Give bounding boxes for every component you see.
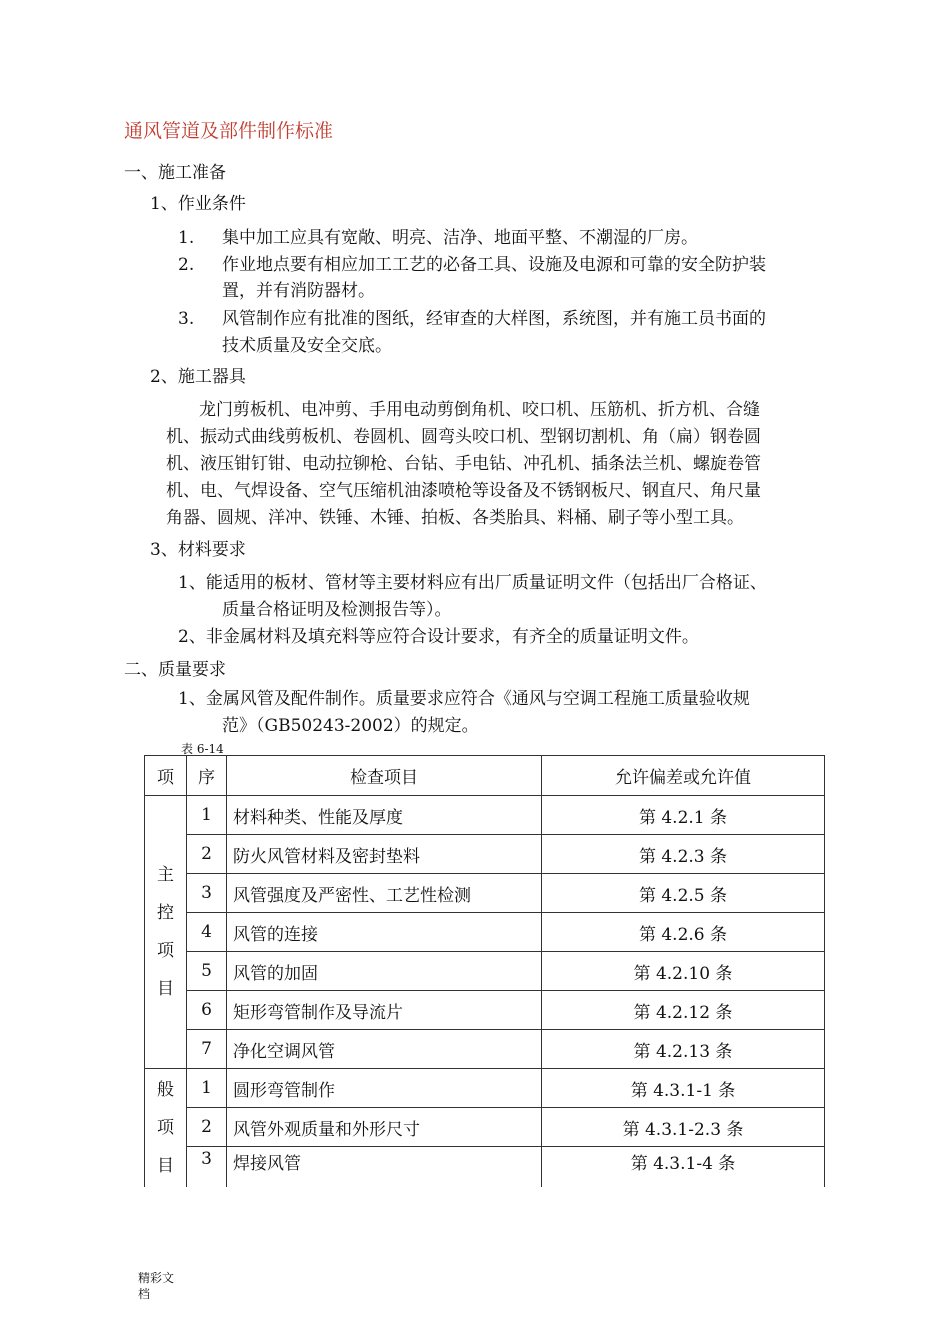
row-name: 矩形弯管制作及导流片 — [227, 991, 542, 1030]
table-header-row — [145, 756, 825, 796]
table-row — [145, 991, 825, 1030]
list-text-continued: 范》（GB50243-2002）的规定。 — [222, 716, 479, 736]
inspection-table — [144, 755, 825, 1187]
paragraph-line: 龙门剪板机、电冲剪、手用电动剪倒角机、咬口机、压筋机、折方机、合缝 — [199, 400, 760, 420]
list-number: 1. — [178, 228, 195, 248]
row-seq: 6 — [187, 991, 227, 1030]
row-name: 材料种类、性能及厚度 — [227, 796, 542, 835]
document-title: 通风管道及部件制作标准 — [124, 120, 334, 142]
paragraph-line: 角器、圆规、洋冲、铁锤、木锤、拍板、各类胎具、料桶、刷子等小型工具。 — [166, 508, 744, 528]
footer-text — [138, 1270, 174, 1302]
table-row — [145, 1108, 825, 1147]
row-seq: 2 — [187, 835, 227, 874]
table-row — [145, 874, 825, 913]
group-main-control — [145, 796, 187, 1069]
table-row — [145, 1030, 825, 1069]
list-number: 2. — [178, 255, 195, 275]
row-seq: 5 — [187, 952, 227, 991]
list-text: 风管制作应有批准的图纸，经审查的大样图，系统图，并有施工员书面的 — [222, 309, 766, 329]
group-general — [145, 1069, 187, 1188]
list-number: 3. — [178, 309, 195, 329]
subsection-heading-tools: 2、施工器具 — [150, 367, 246, 387]
group-char: 项 — [157, 941, 174, 961]
list-text: 1、能适用的板材、管材等主要材料应有出厂质量证明文件（包括出厂合格证、 — [178, 573, 767, 593]
list-item — [178, 223, 698, 248]
list-text: 1、金属风管及配件制作。质量要求应符合《通风与空调工程施工质量验收规 — [178, 689, 750, 709]
table-caption: 表 6-14 — [181, 742, 224, 756]
list-text-continued: 置，并有消防器材。 — [222, 281, 375, 301]
paragraph-line: 机、振动式曲线剪板机、卷圆机、圆弯头咬口机、型钢切割机、角（扁）钢卷圆 — [166, 427, 761, 447]
row-name: 风管的加固 — [227, 952, 542, 991]
row-seq: 3 — [187, 1147, 227, 1188]
row-value: 第 4.2.3 条 — [542, 835, 825, 874]
footer-line: 精彩文 — [138, 1271, 175, 1285]
footer-line: 档 — [138, 1287, 151, 1301]
row-value: 第 4.3.1-4 条 — [542, 1147, 825, 1188]
paragraph-line: 机、电、气焊设备、空气压缩机油漆喷枪等设备及不锈钢板尺、钢直尺、角尺量 — [166, 481, 761, 501]
group-char: 控 — [157, 903, 174, 923]
row-seq: 1 — [187, 1069, 227, 1108]
table-row — [145, 913, 825, 952]
header-item: 项 — [145, 756, 187, 796]
group-char: 主 — [157, 865, 174, 885]
group-char: 项 — [157, 1118, 174, 1138]
subsection-heading-conditions: 1、作业条件 — [150, 194, 246, 214]
group-char: 目 — [157, 979, 174, 999]
row-seq: 2 — [187, 1108, 227, 1147]
row-name: 焊接风管 — [227, 1147, 542, 1188]
table-row — [145, 1147, 825, 1188]
row-name: 防火风管材料及密封垫料 — [227, 835, 542, 874]
paragraph-line: 机、液压钳钉钳、电动拉铆枪、台钻、手电钻、冲孔机、插条法兰机、螺旋卷管 — [166, 454, 761, 474]
group-char: 般 — [157, 1080, 174, 1100]
row-value: 第 4.2.12 条 — [542, 991, 825, 1030]
row-seq: 3 — [187, 874, 227, 913]
group-char: 目 — [157, 1156, 174, 1176]
header-tolerance: 允许偏差或允许值 — [542, 756, 825, 796]
header-seq: 序 — [187, 756, 227, 796]
row-name: 净化空调风管 — [227, 1030, 542, 1069]
row-value: 第 4.2.13 条 — [542, 1030, 825, 1069]
row-name: 风管外观质量和外形尺寸 — [227, 1108, 542, 1147]
list-item — [178, 304, 766, 329]
header-check-item: 检查项目 — [227, 756, 542, 796]
row-value: 第 4.2.10 条 — [542, 952, 825, 991]
row-seq: 7 — [187, 1030, 227, 1069]
row-value: 第 4.3.1-1 条 — [542, 1069, 825, 1108]
list-text-continued: 技术质量及安全交底。 — [222, 336, 392, 356]
list-text-continued: 质量合格证明及检测报告等）。 — [222, 600, 452, 620]
row-value: 第 4.3.1-2.3 条 — [542, 1108, 825, 1147]
table-row — [145, 796, 825, 835]
list-item — [178, 250, 766, 275]
row-value: 第 4.2.5 条 — [542, 874, 825, 913]
list-text: 2、非金属材料及填充料等应符合设计要求，有齐全的质量证明文件。 — [178, 627, 699, 647]
table-row — [145, 835, 825, 874]
list-text: 集中加工应具有宽敞、明亮、洁净、地面平整、不潮湿的厂房。 — [222, 228, 698, 248]
row-value: 第 4.2.6 条 — [542, 913, 825, 952]
section-heading-quality: 二、质量要求 — [124, 660, 226, 680]
row-name: 风管的连接 — [227, 913, 542, 952]
row-seq: 1 — [187, 796, 227, 835]
table-row — [145, 1069, 825, 1108]
table-row — [145, 952, 825, 991]
subsection-heading-materials: 3、材料要求 — [150, 540, 246, 560]
row-name: 圆形弯管制作 — [227, 1069, 542, 1108]
row-name: 风管强度及严密性、工艺性检测 — [227, 874, 542, 913]
section-heading-preparation: 一、施工准备 — [124, 163, 226, 183]
row-seq: 4 — [187, 913, 227, 952]
row-value: 第 4.2.1 条 — [542, 796, 825, 835]
list-text: 作业地点要有相应加工工艺的必备工具、设施及电源和可靠的安全防护装 — [222, 255, 766, 275]
